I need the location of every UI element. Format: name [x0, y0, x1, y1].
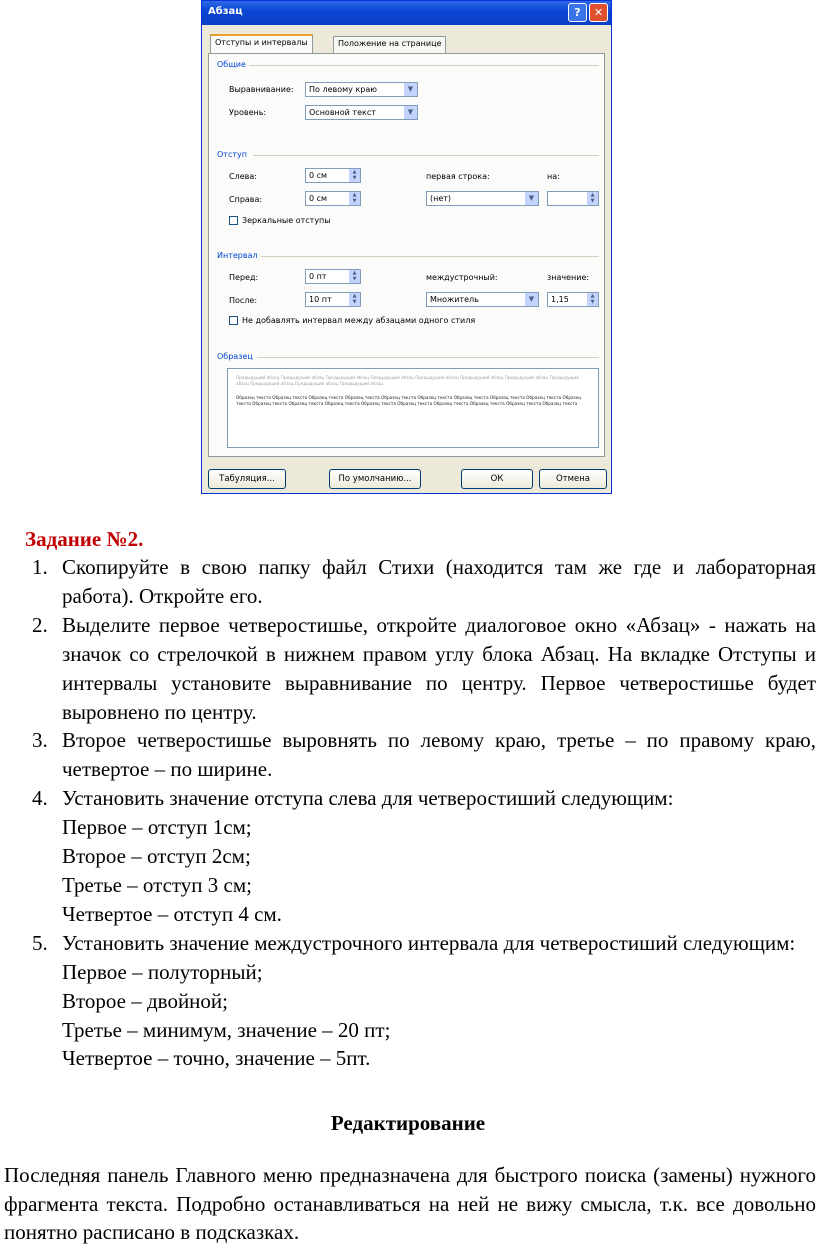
list-item-subline: Первое – отступ 1см; [62, 815, 252, 840]
tab-page-position[interactable]: Положение на странице [333, 36, 446, 53]
list-item-number: 2. [32, 612, 48, 637]
first-line-select[interactable] [426, 191, 539, 206]
list-item-subline: Третье – отступ 3 см; [62, 872, 252, 897]
list-item-text: Выделите первое четверостишье, откройте диалоговое окно «Абзац» - нажать на значок со стрелочкой в нижнем правом углу блока Абзац. На вкладке Отступы и интервалы установите выравнивание по центру. Первое четверостишье будет выровнено по центру. [62, 612, 816, 724]
first-line-label: первая строка: [426, 172, 490, 181]
list-item-subline: Второе – отступ 2см; [62, 844, 251, 869]
spacing-group-title: Интервал [217, 251, 258, 260]
chevron-down-icon: ▼ [404, 106, 417, 119]
indent-right-label: Справа: [229, 195, 263, 204]
preview-box [227, 368, 599, 448]
list-item-subline: Второе – двойной; [62, 988, 228, 1013]
level-value: Основной текст [309, 108, 376, 117]
list-item-text: Установить значение междустрочного интервала для четверостиший следующим: [62, 930, 796, 955]
list-item-text: Скопируйте в свою папку файл Стихи (находится там же где и лабораторная работа). Откройте его. [62, 555, 816, 608]
preview-sample-text: Образец текста Образец текста Образец текста Образец текста Образец текста Образец текста Образец текста Образец текста Образец текста Образец текста Образец текста Образец текста Образец текста Образец текста Образец текста Образец текста Образец текста Образец текста Образец текста [236, 395, 582, 406]
task-heading: Задание №2. [25, 527, 144, 551]
list-item-subline: Четвертое – точно, значение – 5пт. [62, 1046, 371, 1071]
alignment-select[interactable] [305, 82, 418, 97]
spacing-after-value: 10 пт [309, 295, 332, 304]
indent-group-title: Отступ [217, 150, 247, 159]
list-item [20, 929, 816, 1074]
spacing-at-value: 1,15 [551, 295, 569, 304]
level-select[interactable] [305, 105, 418, 120]
indent-left-label: Слева: [229, 172, 257, 181]
indent-right-value: 0 см [309, 194, 328, 203]
tab-indents-spacing[interactable]: Отступы и интервалы [210, 34, 313, 54]
indent-left-spinner[interactable] [305, 168, 361, 183]
spacing-at-label: значение: [547, 273, 590, 282]
indent-left-value: 0 см [309, 171, 328, 180]
spin-arrows-icon: ▲ ▼ [587, 192, 598, 205]
indent-by-spinner[interactable] [547, 191, 599, 206]
alignment-value: По левому краю [309, 85, 377, 94]
ok-button[interactable]: ОК [461, 469, 533, 489]
preview-group-title: Образец [217, 352, 253, 361]
help-button[interactable]: ? [568, 3, 587, 22]
list-item [20, 784, 816, 929]
list-item-subline: Третье – минимум, значение – 20 пт; [62, 1017, 391, 1042]
list-item-number: 5. [32, 930, 48, 955]
spacing-before-value: 0 пт [309, 272, 327, 281]
spin-arrows-icon: ▲ ▼ [349, 270, 360, 283]
first-line-value: (нет) [430, 194, 452, 203]
preview-previous-paragraph: Предыдущий абзац Предыдущий абзац Предыдущий абзац Предыдущий абзац Предыдущий абзац Предыдущий абзац Предыдущий абзац Предыдущий абзац Предыдущий абзац Предыдущий абзац Предыдущий абзац [236, 375, 579, 386]
spin-arrows-icon: ▲ ▼ [349, 192, 360, 205]
alignment-label: Выравнивание: [229, 85, 294, 94]
mirror-indents-checkbox[interactable] [229, 216, 238, 225]
list-item [20, 726, 816, 784]
default-button[interactable]: По умолчанию... [329, 469, 421, 489]
list-item-number: 3. [32, 728, 48, 753]
line-spacing-value: Множитель [430, 295, 479, 304]
indent-by-label: на: [547, 172, 560, 181]
list-item-text: Второе четверостишье выровнять по левому краю, третье – по правому краю, четвертое – по ширине. [62, 728, 816, 782]
list-item-number: 1. [32, 555, 48, 579]
spacing-before-spinner[interactable] [305, 269, 361, 284]
list-item-subline: Четвертое – отступ 4 см. [62, 901, 282, 926]
spin-arrows-icon: ▲ ▼ [349, 293, 360, 306]
dialog-title: Абзац [208, 6, 243, 17]
spacing-after-label: После: [229, 296, 258, 305]
general-group-title: Общие [217, 60, 246, 69]
spacing-before-label: Перед: [229, 273, 259, 282]
paragraph-dialog [201, 0, 612, 494]
chevron-down-icon: ▼ [525, 293, 538, 306]
section-heading: Редактирование [330, 1111, 486, 1135]
section-paragraph: Последняя панель Главного меню предназначена для быстрого поиска (замены) нужного фрагмента текста. Подробно останавливаться на ней не вижу смысла, т.к. все довольно понятно расписано в подсказках. [4, 1163, 816, 1244]
close-button[interactable]: ✕ [589, 3, 608, 22]
list-item [20, 611, 816, 727]
tab-panel [208, 53, 605, 457]
list-item-number: 4. [32, 786, 48, 811]
spacing-after-spinner[interactable] [305, 292, 361, 307]
no-space-same-style-label: Не добавлять интервал между абзацами одного стиля [242, 316, 476, 325]
cancel-button[interactable]: Отмена [539, 469, 607, 489]
dialog-titlebar [202, 1, 611, 25]
tabs-button[interactable]: Табуляция... [208, 469, 286, 489]
chevron-down-icon: ▼ [404, 83, 417, 96]
list-item [20, 553, 816, 611]
indent-right-spinner[interactable] [305, 191, 361, 206]
no-space-same-style-checkbox[interactable] [229, 316, 238, 325]
task-list [20, 553, 816, 1073]
list-item-text: Установить значение отступа слева для четверостиший следующим: [62, 786, 674, 811]
level-label: Уровень: [229, 108, 267, 117]
spacing-at-spinner[interactable] [547, 292, 599, 307]
spin-arrows-icon: ▲ ▼ [349, 169, 360, 182]
line-spacing-select[interactable] [426, 292, 539, 307]
line-spacing-label: междустрочный: [426, 273, 498, 282]
spin-arrows-icon: ▲ ▼ [587, 293, 598, 306]
mirror-indents-label: Зеркальные отступы [242, 216, 331, 225]
list-item-subline: Первое – полуторный; [62, 959, 263, 984]
chevron-down-icon: ▼ [525, 192, 538, 205]
